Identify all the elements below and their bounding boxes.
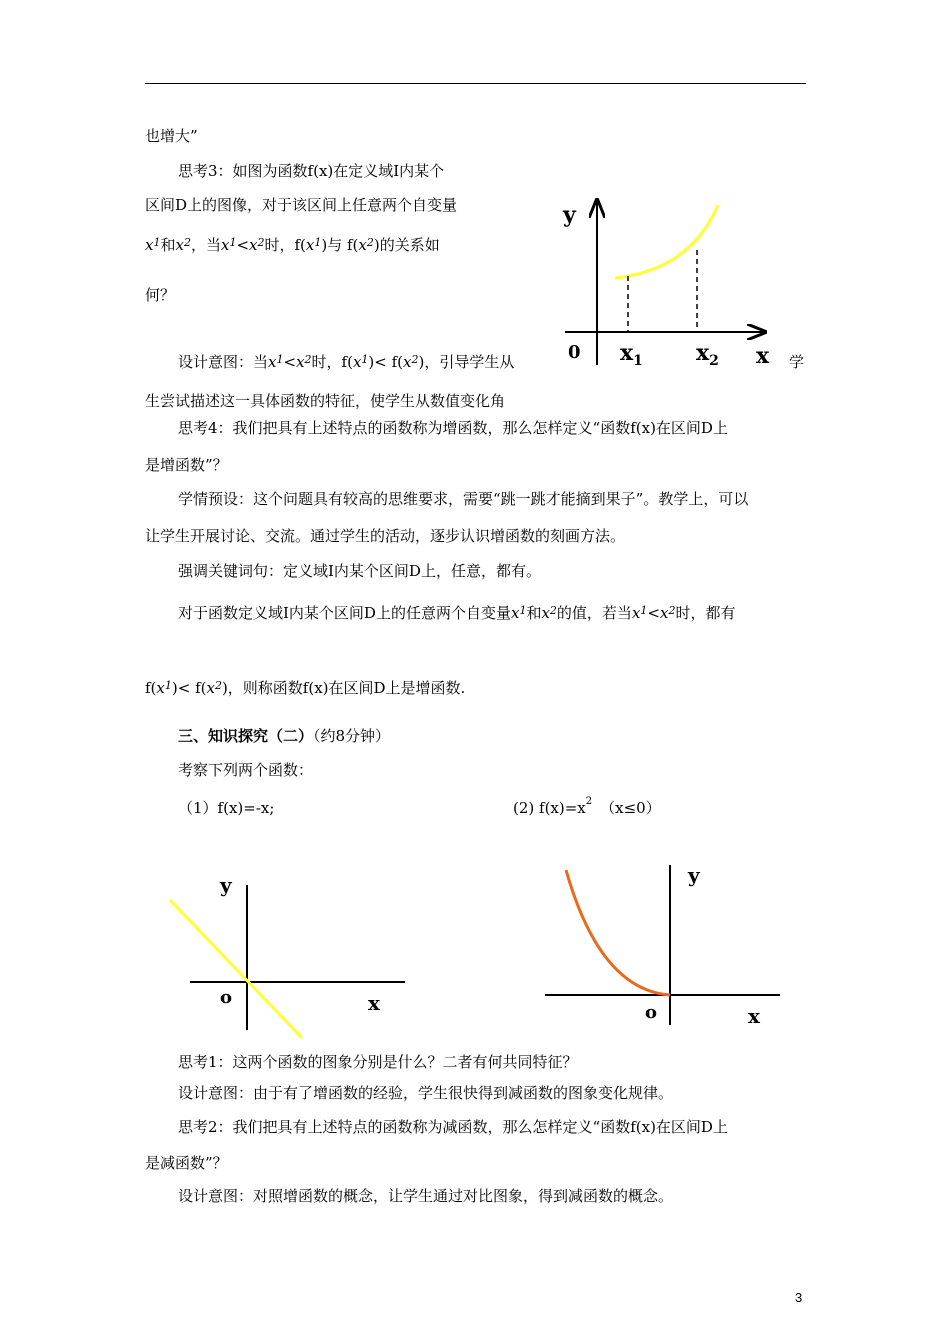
x1-label: $x_1$ — [620, 340, 643, 369]
preset-line-1: 学情预设：这个问题具有较高的思维要求，需要“跳一跳才能摘到果子”。教学上，可以 — [178, 490, 749, 508]
origin-label: 0 — [568, 342, 581, 363]
design-intent-2: 设计意图：由于有了增函数的经验，学生很快得到减函数的图象变化规律。 — [178, 1084, 674, 1102]
origin-label: o — [220, 987, 233, 1008]
consider-functions: 考察下列两个函数： — [178, 761, 314, 779]
increasing-function-graph — [560, 195, 780, 375]
thinking-2-line-1: 思考2：我们把具有上述特点的函数称为减函数，那么怎样定义“函数f(x)在区间D上 — [178, 1118, 728, 1136]
x-axis-label: x — [368, 991, 380, 1015]
thinking-4-line-1: 思考4：我们把具有上述特点的函数称为增函数，那么怎样定义“函数f(x)在区间D上 — [178, 419, 728, 437]
y-axis-label: y — [220, 873, 232, 897]
thinking-3-line-3: $x^1$和$x^2$，当$x^1<x^2$时，$f(x^1)$与 $f(x^2)$的关系如 — [145, 236, 440, 254]
thinking-3-line-1: 思考3：如图为函数f(x)在定义域I内某个 — [178, 162, 445, 180]
decreasing-line — [170, 900, 302, 1038]
key-phrase: 强调关键词句：定义域I内某个区间D上，任意，都有。 — [178, 562, 541, 580]
thinking-3-line-4: 何？ — [145, 286, 176, 304]
x-axis-label: x — [756, 343, 770, 369]
design-intent-3: 设计意图：对照增函数的概念，让学生通过对比图象，得到减函数的概念。 — [178, 1187, 674, 1205]
paragraph-continuation: 也增大” — [145, 127, 198, 145]
thinking-4-line-2: 是增函数”？ — [145, 456, 228, 474]
x2-label: $x_2$ — [696, 340, 719, 369]
function-2: (2) $f(x)=x^2$ （x≤0） — [513, 796, 661, 817]
function-1: （1）f(x)=-x; — [178, 799, 275, 817]
x-axis-label: x — [748, 1004, 760, 1028]
page-number: 3 — [795, 1290, 803, 1305]
quadratic-decreasing-graph — [540, 860, 780, 1035]
thinking-2-line-2: 是减函数”？ — [145, 1154, 228, 1172]
linear-decreasing-graph — [165, 870, 405, 1045]
y-axis-label: y — [563, 202, 576, 228]
header-rule — [145, 83, 806, 84]
definition-line-2: $f(x^1)< f(x^2)$，则称函数f(x)在区间D上是增函数. — [145, 679, 466, 697]
definition-line-1: 对于函数定义域I内某个区间D上的任意两个自变量$x^1$和$x^2$的值，若当$x^1<x^2$时，都有 — [178, 604, 736, 622]
design-intent-line-2: 生尝试描述这一具体函数的特征，使学生从数值变化角 — [145, 392, 506, 410]
increasing-curve — [615, 205, 718, 278]
thinking-3-line-2: 区间D上的图像，对于该区间上任意两个自变量 — [145, 196, 458, 214]
design-intent-line-1-end: 学 — [789, 353, 805, 371]
design-intent-line-1: 设计意图：当$x^1<x^2$时，$f(x^1)< f(x^2)$，引导学生从 — [178, 353, 515, 371]
parabola-left-branch — [566, 870, 670, 995]
thinking-1: 思考1：这两个函数的图象分别是什么？二者有何共同特征？ — [178, 1053, 578, 1071]
origin-label: o — [645, 1002, 658, 1023]
y-axis-label: y — [688, 863, 700, 887]
preset-line-2: 让学生开展讨论、交流。通过学生的活动，逐步认识增函数的刻画方法。 — [145, 527, 626, 545]
section-heading: 三、知识探究（二）（约8分钟） — [178, 727, 391, 745]
